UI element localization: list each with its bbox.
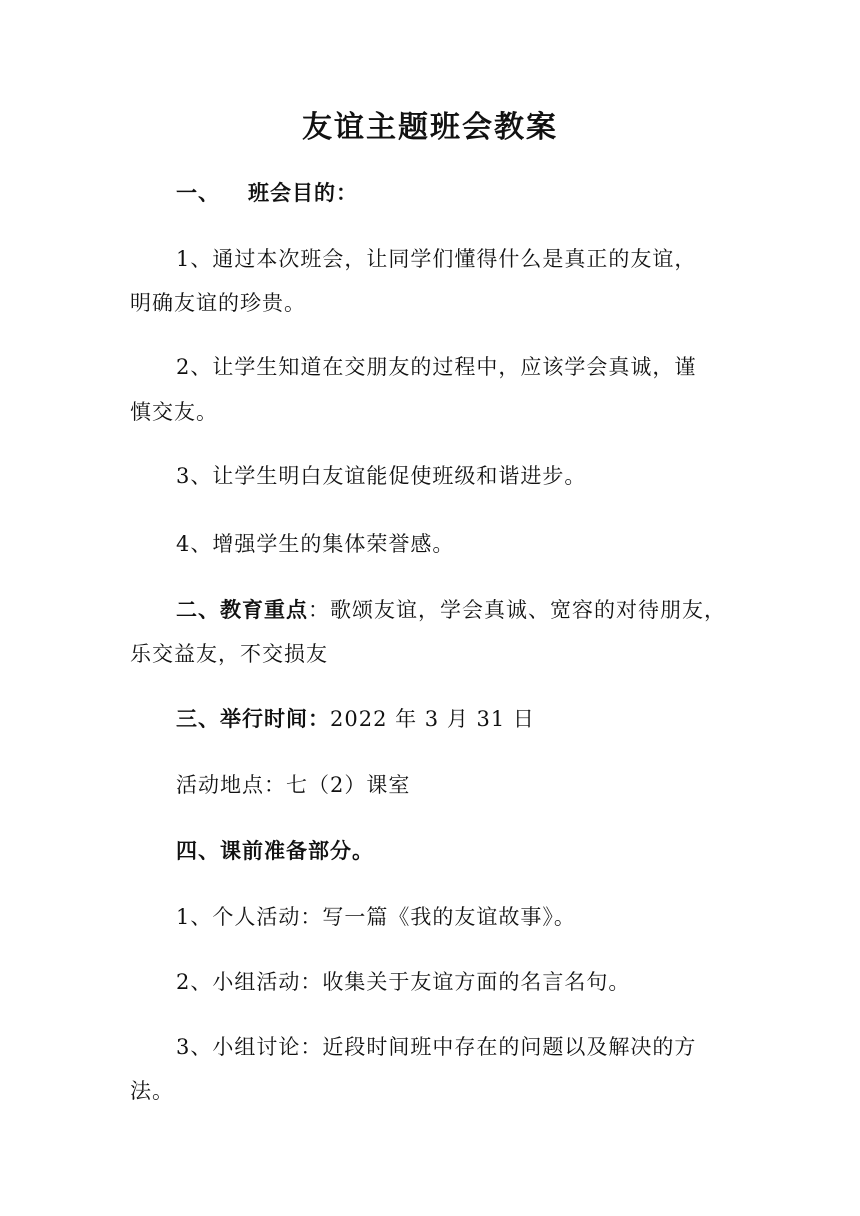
- section3-location: 活动地点：七（2）课室: [176, 773, 411, 797]
- section1-item2-line1: 2、让学生知道在交朋友的过程中，应该学会真诚，谨: [176, 355, 697, 379]
- section1-heading: [176, 178, 736, 208]
- section1-item1-line2: 明确友谊的珍贵。: [130, 291, 306, 315]
- section1-item3: 3、让学生明白友谊能促使班级和谐进步。: [176, 464, 587, 488]
- section1-heading-number: 一、: [176, 180, 220, 205]
- section1-item1-line1: 1、通过本次班会，让同学们懂得什么是真正的友谊，: [176, 247, 697, 271]
- section2-line2: 乐交益友，不交损友: [130, 642, 328, 666]
- section4-item2: 2、小组活动：收集关于友谊方面的名言名句。: [176, 970, 631, 994]
- page-title: 友谊主题班会教案: [302, 110, 558, 145]
- section1-item2-line2: 慎交友。: [130, 400, 218, 424]
- section1-heading-text: 班会目的：: [248, 180, 358, 205]
- section4-item3-line2: 法。: [130, 1079, 174, 1103]
- section3-date: 2022 年 3 月 31 日: [330, 707, 535, 731]
- section2-line1: [176, 595, 736, 625]
- section4-item3-line1: 3、小组讨论：近段时间班中存在的问题以及解决的方: [176, 1035, 697, 1059]
- section2-heading: 二、教育重点: [176, 597, 308, 622]
- section3-line: [176, 704, 736, 734]
- section3-heading: 三、举行时间：: [176, 706, 330, 731]
- section2-text-line1: ：歌颂友谊，学会真诚、宽容的对待朋友，: [308, 598, 726, 622]
- section4-item1: 1、个人活动：写一篇《我的友谊故事》。: [176, 905, 576, 929]
- section4-heading: 四、课前准备部分。: [176, 838, 374, 863]
- section1-item4: 4、增强学生的集体荣誉感。: [176, 532, 455, 556]
